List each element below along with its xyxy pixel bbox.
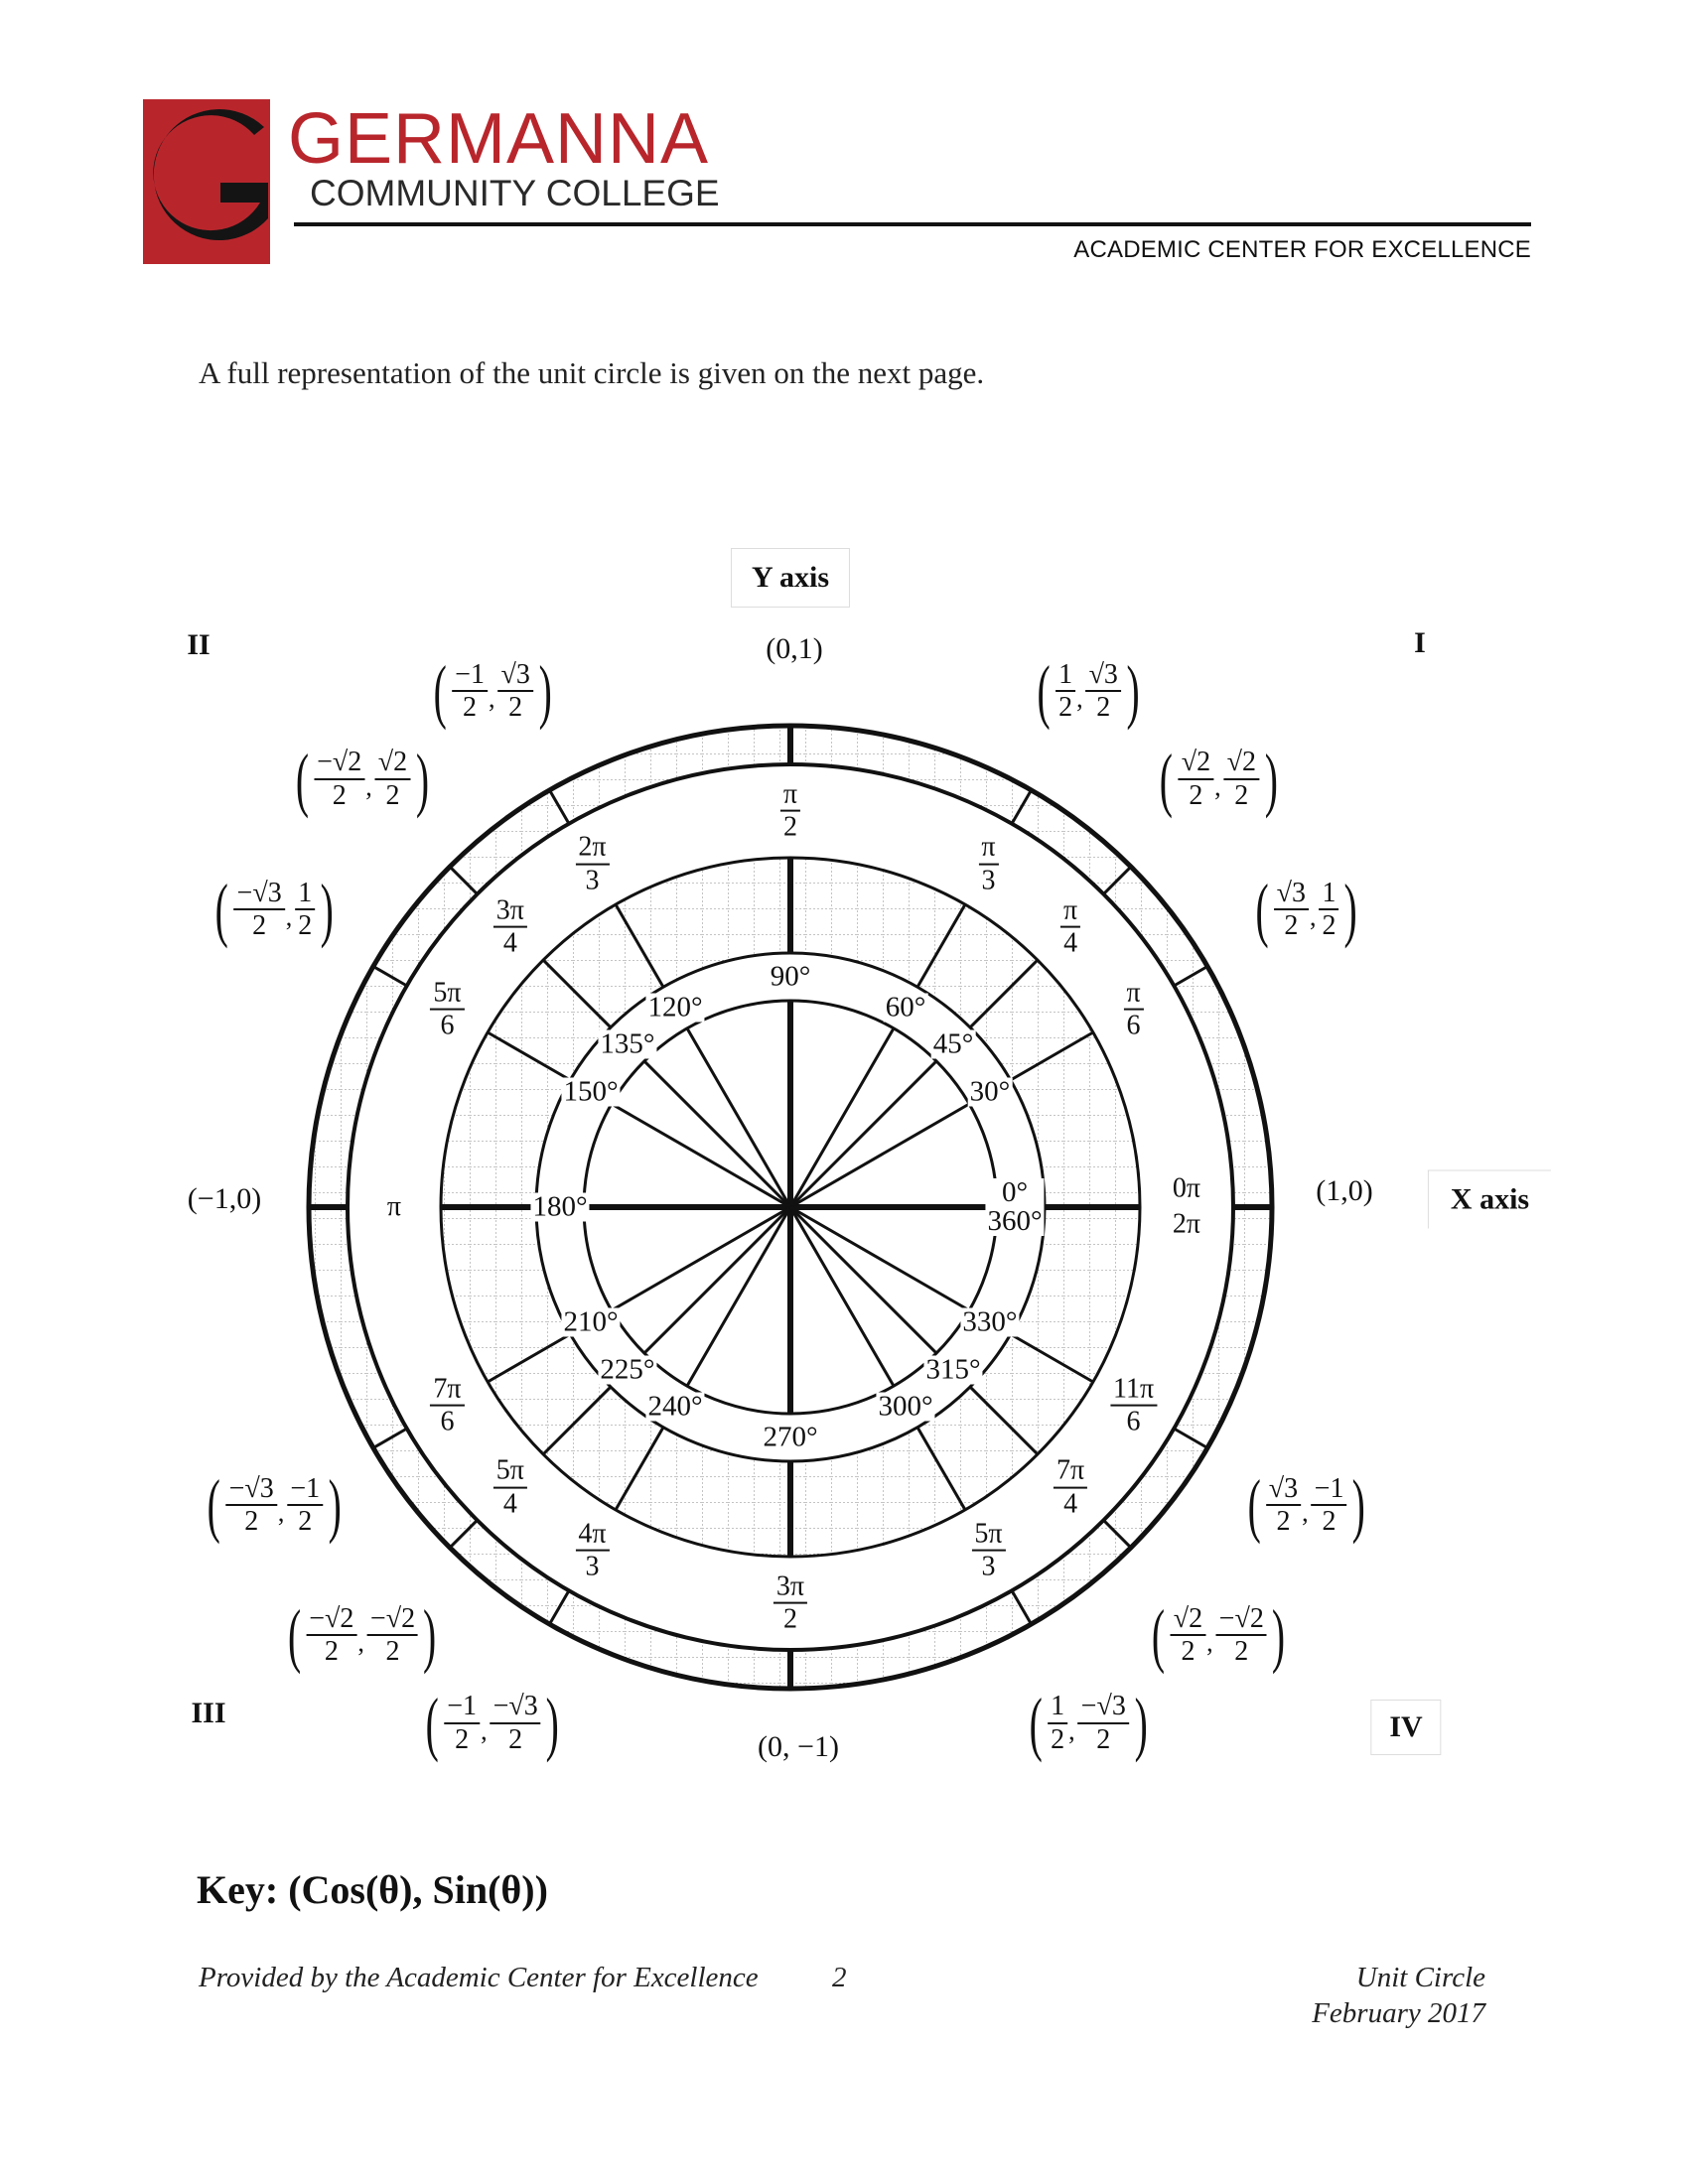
paren-open: ( <box>208 1465 221 1545</box>
paren-open: ( <box>1029 1683 1043 1763</box>
sin-fraction-135-numerator: √2 <box>375 748 410 779</box>
coordinate-150 <box>211 870 340 949</box>
radian-fraction-330-numerator: 11π <box>1110 1374 1157 1406</box>
comma: , <box>277 1498 285 1527</box>
coordinate-300 <box>1024 1683 1153 1763</box>
radian-fraction-45-denominator: 4 <box>1063 927 1078 959</box>
degree-value-60: 60° <box>885 991 926 1024</box>
radian-fraction-90-numerator: π <box>780 780 800 812</box>
quadrant-iv-label: IV <box>1370 1700 1441 1755</box>
radian-fraction-30-numerator: π <box>1123 978 1143 1010</box>
degree-value-0: 0° <box>1001 1176 1029 1208</box>
radian-fraction-210-denominator: 6 <box>440 1406 455 1437</box>
radian-label-240 <box>572 1519 612 1581</box>
cos-fraction-315-denominator: 2 <box>1181 1636 1196 1668</box>
sin-fraction-330-denominator: 2 <box>1322 1506 1336 1537</box>
y-axis-label: Y axis <box>731 548 850 608</box>
degree-label-210 <box>562 1305 621 1338</box>
radian-fraction-315-denominator: 4 <box>1063 1488 1078 1520</box>
radian-fraction-120 <box>575 833 609 895</box>
radian-label-120 <box>572 833 612 895</box>
cos-fraction-330-numerator: √3 <box>1266 1474 1301 1506</box>
radian-fraction-60-denominator: 3 <box>981 865 996 896</box>
cos-fraction-225-denominator: 2 <box>324 1636 339 1668</box>
cos-fraction-300 <box>1048 1692 1067 1754</box>
radian-fraction-120-numerator: 2π <box>575 833 609 865</box>
coordinate-45 <box>1155 739 1283 819</box>
cos-fraction-240-denominator: 2 <box>455 1723 470 1755</box>
degree-label-90 <box>769 960 813 993</box>
degree-alt-0: 360° <box>987 1205 1043 1237</box>
sin-fraction-300-numerator: −√3 <box>1078 1692 1129 1723</box>
radian-fraction-135-numerator: 3π <box>493 895 527 927</box>
cos-fraction-60-denominator: 2 <box>1058 692 1073 724</box>
page-number: 2 <box>832 1962 847 1993</box>
radian-fraction-30-denominator: 6 <box>1126 1010 1141 1041</box>
radian-fraction-240-numerator: 4π <box>575 1519 609 1551</box>
degree-value-330: 330° <box>962 1305 1018 1338</box>
radian-fraction-210-numerator: 7π <box>430 1374 464 1406</box>
radian-label-0 <box>1170 1171 1203 1244</box>
cos-fraction-150-numerator: −√3 <box>234 879 285 910</box>
comma: , <box>1310 902 1317 931</box>
radian-value-2pi: 2π <box>1172 1209 1201 1240</box>
cos-fraction-225 <box>306 1604 356 1667</box>
comma: , <box>1214 771 1221 801</box>
paren-open: ( <box>1037 651 1051 732</box>
sin-fraction-240 <box>491 1692 541 1754</box>
degree-value-270: 270° <box>763 1421 818 1453</box>
cos-fraction-60 <box>1055 660 1075 723</box>
sin-fraction-330-numerator: −1 <box>1312 1474 1347 1506</box>
degree-label-150 <box>562 1075 621 1108</box>
radian-label-90 <box>777 780 803 843</box>
sin-fraction-315-numerator: −√2 <box>1216 1604 1267 1636</box>
paren-close: ) <box>1126 651 1140 732</box>
coordinate-330 <box>1242 1465 1371 1545</box>
brand-subtitle: COMMUNITY COLLEGE <box>310 173 720 213</box>
radian-label-150 <box>427 978 467 1040</box>
paren-open: ( <box>1247 1465 1261 1545</box>
quadrant-i-label: I <box>1414 626 1426 659</box>
radian-label-30 <box>1120 978 1146 1040</box>
sin-fraction-30-numerator: 1 <box>1320 879 1339 910</box>
cos-fraction-210-denominator: 2 <box>244 1506 259 1537</box>
radian-fraction-225-denominator: 4 <box>502 1488 517 1520</box>
sin-fraction-150-numerator: 1 <box>295 879 315 910</box>
cos-fraction-210 <box>226 1474 277 1537</box>
cos-fraction-315 <box>1171 1604 1205 1667</box>
paren-open: ( <box>1160 739 1174 819</box>
sin-fraction-45 <box>1224 748 1259 810</box>
radian-fraction-270 <box>774 1572 807 1635</box>
paren-open: ( <box>287 1595 301 1676</box>
paren-close: ) <box>423 1595 437 1676</box>
radian-fraction-150-numerator: 5π <box>430 978 464 1010</box>
radian-label-180 <box>384 1193 404 1221</box>
comma: , <box>481 1715 488 1745</box>
cos-fraction-240-numerator: −1 <box>444 1692 480 1723</box>
cos-fraction-135 <box>314 748 364 810</box>
radian-label-330 <box>1107 1374 1160 1436</box>
cos-fraction-330-denominator: 2 <box>1276 1506 1291 1537</box>
radian-fraction-315-numerator: 7π <box>1054 1456 1087 1488</box>
radian-fraction-135 <box>493 895 527 958</box>
cos-fraction-30 <box>1274 879 1309 941</box>
degree-value-315: 315° <box>925 1353 981 1386</box>
cos-fraction-45-numerator: √2 <box>1179 748 1213 779</box>
cos-fraction-150-denominator: 2 <box>252 910 267 941</box>
sin-fraction-240-numerator: −√3 <box>491 1692 541 1723</box>
sin-fraction-300 <box>1078 1692 1129 1754</box>
radian-label-45 <box>1057 895 1083 958</box>
comma: , <box>1302 1498 1309 1527</box>
cos-fraction-135-numerator: −√2 <box>314 748 364 779</box>
degree-label-135 <box>598 1029 656 1058</box>
radian-fraction-270-numerator: 3π <box>774 1572 807 1604</box>
radian-fraction-210 <box>430 1374 464 1436</box>
comma: , <box>1068 1715 1075 1745</box>
cos-fraction-120-denominator: 2 <box>463 692 478 724</box>
coordinate-60 <box>1032 651 1145 732</box>
radian-fraction-225-numerator: 5π <box>493 1456 527 1488</box>
degree-value-300: 300° <box>878 1390 933 1423</box>
radian-value-0pi: 0π <box>1172 1172 1201 1204</box>
point-bottom: (0, −1) <box>758 1730 839 1763</box>
cos-fraction-210-numerator: −√3 <box>226 1474 277 1506</box>
cos-fraction-120-numerator: −1 <box>452 660 488 692</box>
sin-fraction-225-numerator: −√2 <box>367 1604 418 1636</box>
radian-fraction-120-denominator: 3 <box>585 865 600 896</box>
radian-value-180: π <box>386 1191 402 1222</box>
degree-label-270 <box>761 1421 819 1453</box>
degree-label-330 <box>960 1305 1019 1338</box>
radian-fraction-225 <box>493 1456 527 1519</box>
footer-title: Unit Circle <box>1355 1962 1485 1993</box>
coordinate-120 <box>428 651 557 732</box>
sin-fraction-30 <box>1320 879 1339 941</box>
coordinate-240 <box>420 1683 564 1763</box>
sin-fraction-225-denominator: 2 <box>385 1636 400 1668</box>
cos-fraction-330 <box>1266 1474 1301 1537</box>
degree-value-240: 240° <box>647 1390 703 1423</box>
radian-fraction-150 <box>430 978 464 1040</box>
cos-fraction-30-numerator: √3 <box>1274 879 1309 910</box>
degree-value-90: 90° <box>770 960 811 993</box>
degree-label-225 <box>598 1353 656 1386</box>
comma: , <box>1206 1628 1213 1658</box>
degree-value-120: 120° <box>647 991 703 1024</box>
degree-label-0 <box>985 1178 1044 1236</box>
cos-fraction-315-numerator: √2 <box>1171 1604 1205 1636</box>
sin-fraction-315-denominator: 2 <box>1234 1636 1249 1668</box>
coordinate-135 <box>290 739 434 819</box>
paren-close: ) <box>1272 1595 1286 1676</box>
sin-fraction-210-denominator: 2 <box>298 1506 313 1537</box>
sin-fraction-60-numerator: √3 <box>1086 660 1121 692</box>
comma: , <box>285 902 293 931</box>
footer-provider: Provided by the Academic Center for Excellence <box>199 1962 759 1993</box>
degree-label-180 <box>530 1190 589 1223</box>
sin-fraction-210-numerator: −1 <box>287 1474 323 1506</box>
sin-fraction-225 <box>367 1604 418 1667</box>
radian-label-315 <box>1051 1456 1090 1519</box>
paren-close: ) <box>1134 1683 1148 1763</box>
degree-label-300 <box>876 1392 934 1421</box>
paren-close: ) <box>538 651 552 732</box>
sin-fraction-300-denominator: 2 <box>1096 1723 1111 1755</box>
degree-label-45 <box>931 1029 976 1058</box>
degree-label-60 <box>884 991 928 1024</box>
paren-close: ) <box>1343 870 1358 949</box>
brand-name: GERMANNA <box>288 99 710 179</box>
degree-value-150: 150° <box>563 1075 619 1108</box>
coordinate-315 <box>1147 1595 1291 1676</box>
sin-fraction-330 <box>1312 1474 1347 1537</box>
radian-fraction-300 <box>971 1519 1005 1581</box>
radian-fraction-60 <box>978 833 998 895</box>
paren-open: ( <box>433 651 447 732</box>
degree-value-210: 210° <box>563 1305 619 1338</box>
center-name: ACADEMIC CENTER FOR EXCELLENCE <box>1073 236 1531 263</box>
cos-fraction-45 <box>1179 748 1213 810</box>
coordinate-210 <box>203 1465 347 1545</box>
radian-fraction-330-denominator: 6 <box>1126 1406 1141 1437</box>
sin-fraction-120-denominator: 2 <box>508 692 523 724</box>
radian-fraction-330 <box>1110 1374 1157 1436</box>
radian-fraction-30 <box>1123 978 1143 1040</box>
point-left: (−1,0) <box>187 1182 262 1215</box>
paren-close: ) <box>1351 1465 1366 1545</box>
sin-fraction-60-denominator: 2 <box>1096 692 1111 724</box>
sin-fraction-150-denominator: 2 <box>298 910 313 941</box>
cos-fraction-300-denominator: 2 <box>1051 1723 1065 1755</box>
paren-open: ( <box>1152 1595 1166 1676</box>
quadrant-iii-label: III <box>191 1697 226 1729</box>
radian-fraction-300-denominator: 3 <box>981 1551 996 1582</box>
comma: , <box>1076 684 1083 714</box>
degree-label-315 <box>923 1353 982 1386</box>
coordinate-225 <box>282 1595 442 1676</box>
cos-fraction-30-denominator: 2 <box>1284 910 1299 941</box>
paren-close: ) <box>415 739 429 819</box>
sin-fraction-120 <box>497 660 532 723</box>
sin-fraction-45-denominator: 2 <box>1234 779 1249 811</box>
degree-value-30: 30° <box>969 1075 1011 1108</box>
radian-label-225 <box>491 1456 530 1519</box>
point-right: (1,0) <box>1316 1174 1373 1207</box>
radian-fraction-150-denominator: 6 <box>440 1010 455 1041</box>
degree-value-45: 45° <box>932 1027 974 1060</box>
cos-fraction-150 <box>234 879 285 941</box>
sin-fraction-135-denominator: 2 <box>385 779 400 811</box>
radian-label-300 <box>968 1519 1008 1581</box>
radian-fraction-45 <box>1060 895 1080 958</box>
sin-fraction-60 <box>1086 660 1121 723</box>
radian-fraction-90-denominator: 2 <box>782 812 797 843</box>
paren-close: ) <box>546 1683 560 1763</box>
point-top: (0,1) <box>766 632 823 665</box>
degree-value-180: 180° <box>532 1190 588 1223</box>
degree-value-225: 225° <box>600 1353 655 1386</box>
radian-fraction-60-numerator: π <box>978 833 998 865</box>
cos-fraction-60-numerator: 1 <box>1055 660 1075 692</box>
paren-open: ( <box>295 739 309 819</box>
sin-fraction-135 <box>375 748 410 810</box>
radian-fraction-135-denominator: 4 <box>502 927 517 959</box>
radian-label-60 <box>975 833 1001 895</box>
paren-close: ) <box>328 1465 342 1545</box>
cos-fraction-120 <box>452 660 488 723</box>
degree-label-120 <box>645 991 704 1024</box>
sin-fraction-210 <box>287 1474 323 1537</box>
sin-fraction-45-numerator: √2 <box>1224 748 1259 779</box>
paren-open: ( <box>1255 870 1269 949</box>
sin-fraction-120-numerator: √3 <box>497 660 532 692</box>
sin-fraction-30-denominator: 2 <box>1322 910 1336 941</box>
sin-fraction-240-denominator: 2 <box>508 1723 523 1755</box>
cos-fraction-135-denominator: 2 <box>332 779 347 811</box>
degree-label-240 <box>645 1392 704 1421</box>
radian-fraction-45-numerator: π <box>1060 895 1080 927</box>
cos-fraction-300-numerator: 1 <box>1048 1692 1067 1723</box>
intro-text: A full representation of the unit circle is given on the next page. <box>199 355 985 390</box>
paren-open: ( <box>214 870 229 949</box>
sin-fraction-315 <box>1216 1604 1267 1667</box>
comma: , <box>357 1628 364 1658</box>
key-text: Key: (Cos(θ), Sin(θ)) <box>197 1867 548 1912</box>
sin-fraction-150 <box>295 879 315 941</box>
radian-label-135 <box>491 895 530 958</box>
radian-fraction-90 <box>780 780 800 843</box>
cos-fraction-225-numerator: −√2 <box>306 1604 356 1636</box>
radian-fraction-240 <box>575 1519 609 1581</box>
x-axis-label: X axis <box>1428 1170 1551 1229</box>
radian-fraction-315 <box>1054 1456 1087 1519</box>
radian-label-270 <box>771 1572 810 1635</box>
degree-label-30 <box>968 1075 1013 1108</box>
paren-open: ( <box>425 1683 439 1763</box>
radian-fraction-240-denominator: 3 <box>585 1551 600 1582</box>
paren-close: ) <box>320 870 334 949</box>
cos-fraction-45-denominator: 2 <box>1189 779 1203 811</box>
quadrant-ii-label: II <box>187 628 211 661</box>
footer-date: February 2017 <box>1312 1997 1485 2029</box>
coordinate-30 <box>1250 870 1363 949</box>
comma: , <box>488 684 495 714</box>
radian-fraction-300-numerator: 5π <box>971 1519 1005 1551</box>
cos-fraction-240 <box>444 1692 480 1754</box>
degree-value-135: 135° <box>600 1027 655 1060</box>
paren-close: ) <box>1264 739 1278 819</box>
radian-label-210 <box>427 1374 467 1436</box>
radian-fraction-270-denominator: 2 <box>782 1604 797 1635</box>
comma: , <box>365 771 372 801</box>
